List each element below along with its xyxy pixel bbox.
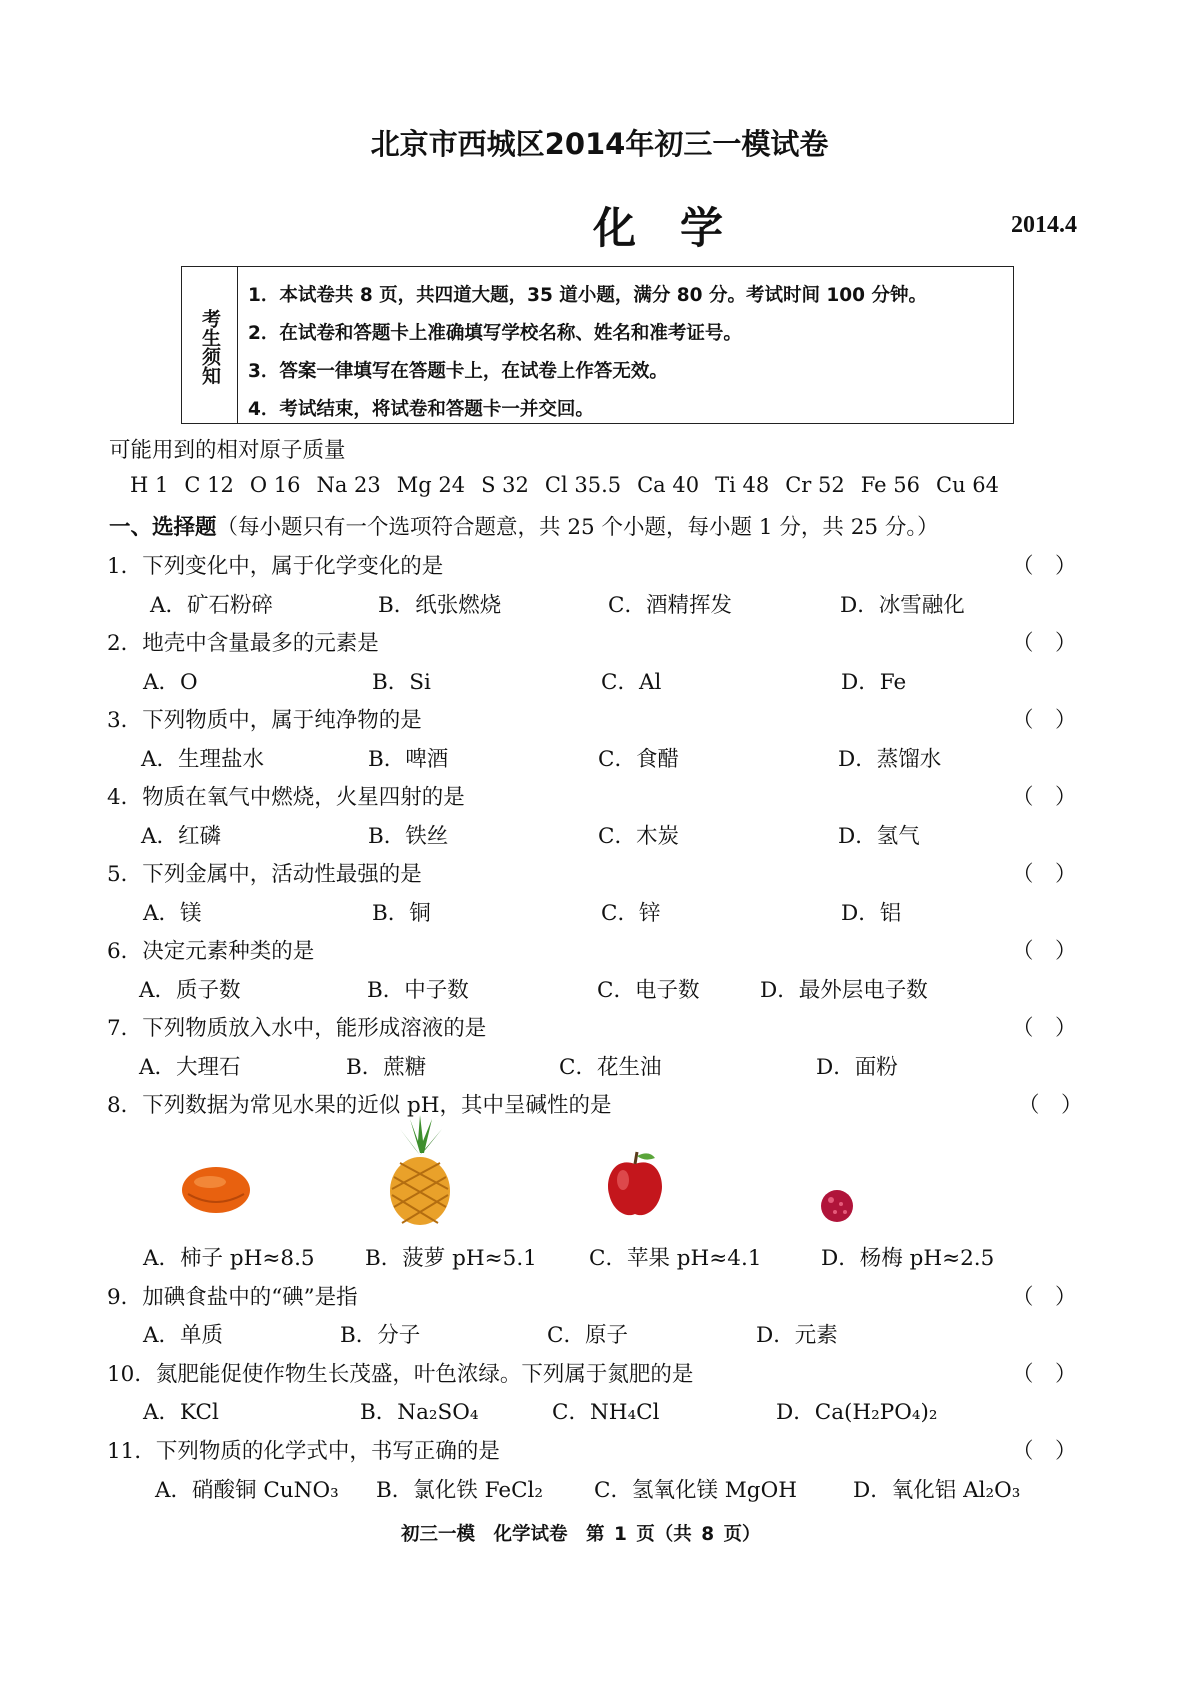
atomic-mass: S 32 — [481, 473, 529, 497]
answer-bracket: （ ） — [1012, 1362, 1077, 1387]
question-stem: 下列物质中，属于纯净物的是 — [142, 708, 422, 733]
option-a: A．O — [143, 670, 198, 695]
option-b: B．Na₂SO₄ — [360, 1400, 479, 1425]
question-number: 5． — [107, 862, 143, 887]
exam-title: 北京市西城区2014年初三一模试卷 — [370, 127, 829, 161]
atomic-mass: Cl 35.5 — [544, 473, 622, 497]
atomic-mass: Na 23 — [316, 473, 381, 497]
question-10 — [107, 1357, 693, 1388]
question-5 — [107, 857, 422, 888]
question-stem: 物质在氧气中燃烧，火星四射的是 — [142, 785, 465, 810]
persimmon-image — [180, 1160, 252, 1220]
option-a: A．生理盐水 — [141, 747, 265, 772]
question-number: 7． — [107, 1016, 143, 1041]
atomic-mass: Cr 52 — [785, 473, 845, 497]
atomic-mass: C 12 — [184, 473, 234, 497]
option-d: D．最外层电子数 — [760, 978, 928, 1003]
option-a: A．大理石 — [139, 1055, 241, 1080]
atomic-mass: Ca 40 — [637, 473, 700, 497]
notice-item: 1．本试卷共 8 页，共四道大题，35 道小题，满分 80 分。考试时间 100 分钟。 — [248, 285, 927, 306]
option-b: B．蔗糖 — [346, 1055, 427, 1080]
option-d: D．面粉 — [816, 1055, 898, 1080]
question-number: 2． — [107, 631, 143, 656]
option-d: D．元素 — [756, 1323, 838, 1348]
answer-bracket: （ ） — [1012, 785, 1077, 810]
option-d: D．杨梅 pH≈2.5 — [821, 1246, 995, 1271]
page-footer: 初三一模 化学试卷 第 1 页（共 8 页） — [401, 1524, 761, 1545]
candidate-notice-box — [181, 266, 1014, 424]
option-d: D．Ca(H₂PO₄)₂ — [776, 1400, 938, 1425]
question-stem: 地壳中含量最多的元素是 — [142, 631, 379, 656]
answer-bracket: （ ） — [1012, 554, 1077, 579]
option-a: A．矿石粉碎 — [150, 593, 274, 618]
option-a: A．单质 — [143, 1323, 224, 1348]
question-stem: 下列物质的化学式中，书写正确的是 — [155, 1439, 500, 1464]
question-stem: 下列数据为常见水果的近似 pH，其中呈碱性的是 — [142, 1093, 612, 1118]
answer-bracket: （ ） — [1012, 939, 1077, 964]
question-3 — [107, 703, 422, 734]
option-d: D．氢气 — [838, 824, 920, 849]
question-number: 3． — [107, 708, 143, 733]
question-number: 1． — [107, 554, 143, 579]
answer-bracket: （ ） — [1012, 1016, 1077, 1041]
question-stem: 下列物质放入水中，能形成溶液的是 — [142, 1016, 487, 1041]
option-a: A．硝酸铜 CuNO₃ — [155, 1478, 339, 1503]
atomic-mass: O 16 — [249, 473, 301, 497]
answer-bracket: （ ） — [1012, 1439, 1077, 1464]
question-stem: 加碘食盐中的“碘”是指 — [142, 1285, 358, 1310]
option-b: B．铁丝 — [368, 824, 449, 849]
question-number: 8． — [107, 1093, 143, 1118]
option-d: D．氧化铝 Al₂O₃ — [853, 1478, 1021, 1503]
atomic-mass-list — [130, 473, 1015, 497]
question-4 — [107, 780, 465, 811]
option-c: C．NH₄Cl — [552, 1400, 660, 1425]
option-c: C．氢氧化镁 MgOH — [594, 1478, 797, 1503]
option-d: D．冰雪融化 — [840, 593, 965, 618]
question-9 — [107, 1280, 358, 1311]
option-c: C．苹果 pH≈4.1 — [589, 1246, 762, 1271]
option-b: B．铜 — [372, 901, 431, 926]
option-a: A．柿子 pH≈8.5 — [143, 1246, 315, 1271]
option-b: B．纸张燃烧 — [378, 593, 502, 618]
question-11 — [107, 1434, 500, 1465]
notice-item: 2．在试卷和答题卡上准确填写学校名称、姓名和准考证号。 — [248, 323, 742, 344]
option-d: D．铝 — [841, 901, 902, 926]
answer-bracket: （ ） — [1012, 708, 1077, 733]
option-c: C．Al — [601, 670, 662, 695]
option-d: D．Fe — [841, 670, 907, 695]
option-c: C．食醋 — [598, 747, 679, 772]
option-a: A．KCl — [143, 1400, 219, 1425]
question-number: 10． — [107, 1362, 156, 1387]
section-header — [109, 510, 939, 541]
option-b: B．啤酒 — [368, 747, 449, 772]
section-title: 一、选择题 — [109, 515, 217, 540]
question-number: 9． — [107, 1285, 143, 1310]
option-b: B．中子数 — [367, 978, 469, 1003]
atomic-mass: Fe 56 — [860, 473, 920, 497]
question-number: 6． — [107, 939, 143, 964]
option-c: C．锌 — [601, 901, 661, 926]
apple-image — [603, 1150, 667, 1220]
option-b: B．氯化铁 FeCl₂ — [376, 1478, 544, 1503]
question-number: 4． — [107, 785, 143, 810]
option-c: C．原子 — [547, 1323, 628, 1348]
option-c: C．电子数 — [597, 978, 700, 1003]
option-a: A．红磷 — [141, 824, 222, 849]
question-stem: 氮肥能促使作物生长茂盛，叶色浓绿。下列属于氮肥的是 — [155, 1362, 694, 1387]
atomic-mass-label: 可能用到的相对原子质量 — [109, 438, 346, 463]
question-number: 11． — [107, 1439, 156, 1464]
question-stem: 下列金属中，活动性最强的是 — [142, 862, 422, 887]
question-8 — [107, 1088, 612, 1119]
answer-bracket: （ ） — [1012, 862, 1077, 887]
option-a: A．质子数 — [139, 978, 241, 1003]
notice-item: 3．答案一律填写在答题卡上，在试卷上作答无效。 — [248, 361, 668, 382]
atomic-mass: Cu 64 — [936, 473, 999, 497]
pineapple-image — [382, 1115, 458, 1225]
question-2 — [107, 626, 379, 657]
option-c: C．木炭 — [598, 824, 679, 849]
option-b: B．Si — [372, 670, 431, 695]
answer-bracket: （ ） — [1012, 1285, 1077, 1310]
question-stem: 下列变化中，属于化学变化的是 — [142, 554, 444, 579]
atomic-mass: Mg 24 — [396, 473, 466, 497]
answer-bracket: （ ） — [1012, 631, 1077, 656]
section-note: （每小题只有一个选项符合题意，共 25 个小题，每小题 1 分，共 25 分。） — [216, 515, 939, 540]
question-6 — [107, 934, 314, 965]
notice-label-column — [182, 267, 238, 423]
option-b: B．分子 — [340, 1323, 421, 1348]
atomic-mass: H 1 — [130, 473, 169, 497]
notice-label: 考生须知 — [199, 309, 221, 385]
question-7 — [107, 1011, 486, 1042]
subject-title: 化学 — [593, 204, 767, 254]
option-b: B．菠萝 pH≈5.1 — [365, 1246, 537, 1271]
question-1 — [107, 549, 443, 580]
bayberry-image — [817, 1188, 857, 1224]
atomic-mass: Ti 48 — [715, 473, 770, 497]
option-a: A．镁 — [143, 901, 202, 926]
exam-date: 2014.4 — [1011, 212, 1077, 238]
option-c: C．酒精挥发 — [608, 593, 732, 618]
option-d: D．蒸馏水 — [838, 747, 942, 772]
answer-bracket: （ ） — [1018, 1093, 1083, 1118]
option-c: C．花生油 — [559, 1055, 662, 1080]
question-stem: 决定元素种类的是 — [142, 939, 315, 964]
notice-item: 4．考试结束，将试卷和答题卡一并交回。 — [248, 399, 594, 420]
